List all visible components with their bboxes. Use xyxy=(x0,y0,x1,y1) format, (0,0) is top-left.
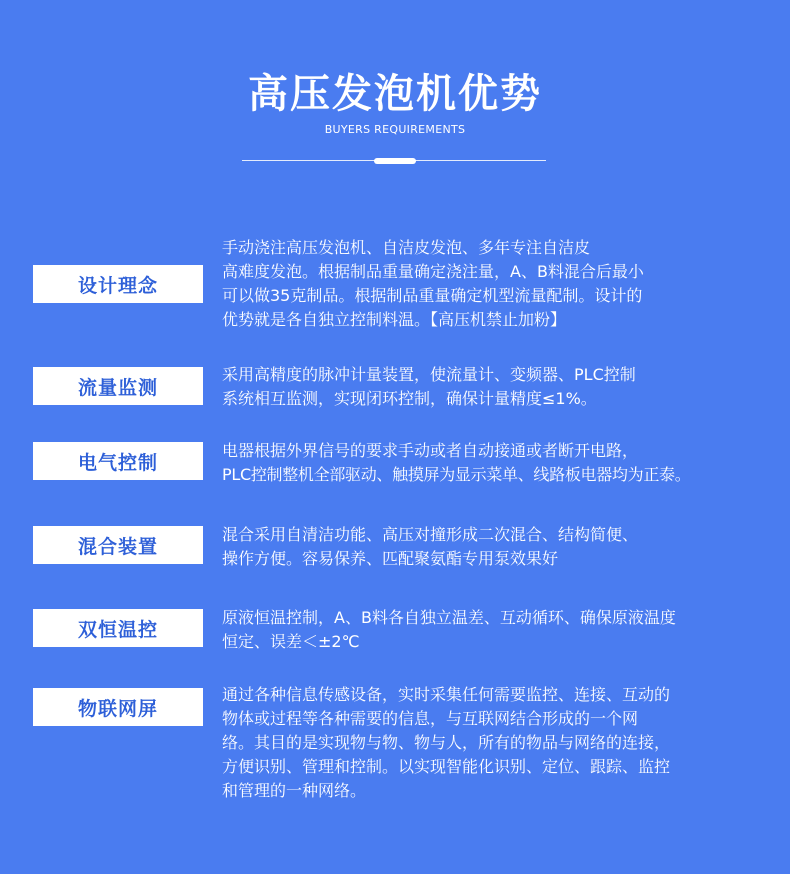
feature-desc-temperature xyxy=(222,606,782,654)
title-divider-pill xyxy=(374,158,416,164)
feature-label-design: 设计理念 xyxy=(33,265,203,303)
feature-desc-line: 原液恒温控制，A、B料各自独立温差、互动循环、确保原液温度 xyxy=(222,608,676,627)
feature-desc-design xyxy=(222,236,782,332)
feature-desc-line: 物体或过程等各种需要的信息，与互联网结合形成的一个网 xyxy=(222,709,639,728)
page-title: 高压发泡机优势 xyxy=(248,71,542,117)
feature-desc-line: 电器根据外界信号的要求手动或者自动接通或者断开电路， xyxy=(222,441,639,460)
feature-desc-line: 方便识别、管理和控制。以实现智能化识别、定位、跟踪、监控 xyxy=(222,757,671,776)
feature-label-iot: 物联网屏 xyxy=(33,688,203,726)
feature-desc-electric xyxy=(222,439,788,487)
feature-label-electric: 电气控制 xyxy=(33,442,203,480)
feature-desc-line: 恒定、误差＜±2℃ xyxy=(222,632,360,651)
feature-desc-line: 操作方便。容易保养、匹配聚氨酯专用泵效果好 xyxy=(222,549,559,568)
page-subtitle: BUYERS REQUIREMENTS xyxy=(324,123,466,136)
feature-desc-line: 通过各种信息传感设备，实时采集任何需要监控、连接、互动的 xyxy=(222,685,671,704)
feature-desc-line: 系统相互监测，实现闭环控制，确保计量精度≤1%。 xyxy=(222,389,597,408)
feature-desc-line: 高难度发泡。根据制品重量确定浇注量，A、B料混合后最小 xyxy=(222,262,644,281)
feature-desc-mixing xyxy=(222,523,782,571)
feature-label-temperature: 双恒温控 xyxy=(33,609,203,647)
feature-desc-line: 优势就是各自独立控制料温。【高压机禁止加粉】 xyxy=(222,310,567,329)
feature-desc-flow xyxy=(222,363,782,411)
feature-desc-line: 手动浇注高压发泡机、自洁皮发泡、多年专注自洁皮 xyxy=(222,238,591,257)
feature-desc-iot xyxy=(222,683,782,803)
feature-desc-line: PLC控制整机全部驱动、触摸屏为显示菜单、线路板电器均为正泰。 xyxy=(222,465,691,484)
feature-desc-line: 和管理的一种网络。 xyxy=(222,781,367,800)
feature-label-flow: 流量监测 xyxy=(33,367,203,405)
feature-desc-line: 混合采用自清洁功能、高压对撞形成二次混合、结构简便、 xyxy=(222,525,639,544)
feature-desc-line: 络。其目的是实现物与物、物与人，所有的物品与网络的连接， xyxy=(222,733,671,752)
feature-desc-line: 采用高精度的脉冲计量装置，使流量计、变频器、PLC控制 xyxy=(222,365,636,384)
feature-desc-line: 可以做35克制品。根据制品重量确定机型流量配制。设计的 xyxy=(222,286,643,305)
feature-label-mixing: 混合装置 xyxy=(33,526,203,564)
